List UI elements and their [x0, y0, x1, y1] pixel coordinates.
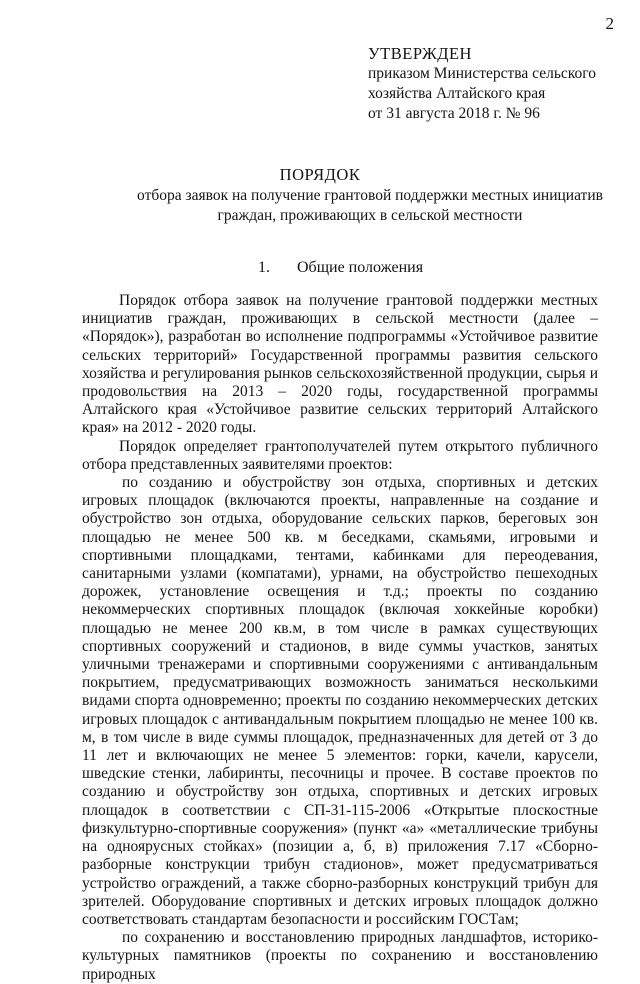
- page-number: 2: [605, 14, 614, 33]
- approval-line-3: от 31 августа 2018 г. № 96: [368, 105, 540, 122]
- approval-line-2: хозяйства Алтайского края: [368, 85, 546, 102]
- subtitle-line-2: граждан, проживающих в сельской местности: [217, 207, 523, 224]
- approval-block: [368, 44, 628, 124]
- document-subtitle: [120, 186, 620, 226]
- subtitle-line-1: отбора заявок на получение грантовой поддержки местных инициатив: [137, 187, 603, 204]
- paragraph-intro: Порядок отбора заявок на получение грантовой поддержки местных инициатив граждан, проживающих в сельской местности (далее – «Порядок»), разработан во исполнение подпрограммы «Устойчивое развитие сельских территорий» Государственной программы развития сельского хозяйства и регулирования рынков сельскохозяйственной продукции, сырья и продовольствия на 2013 – 2020 годы, государственной программы Алтайского края «Устойчивое развитие сельских территорий Алтайского края» на 2012 - 2020 годы.: [82, 292, 598, 437]
- section-title: Общие положения: [297, 259, 424, 276]
- document-title: ПОРЯДОК: [279, 165, 361, 184]
- paragraph-item-recreation: по созданию и обустройству зон отдыха, спортивных и детских игровых площадок (включаются проекты, направленные на создание и обустройство зон отдыха, оборудование сельских парков, береговых зон площадью не менее 500 кв. м беседками, скамьями, игровыми и спортивными площадками, тентами, кабинками для переодевания, санитарными узлами (компатами), урнами, на обустройство пешеходных дорожек, установление освещения и т.д.; проекты по созданию некоммерческих спортивных площадок (включая хоккейные коробки) площадью не менее 200 кв.м, в том числе в рамках существующих спортивных сооружений и стадионов, в виде суммы участков, занятых уличными тренажерами и спортивными сооружениями с антивандальным покрытием, предусматривающих возможность заниматься несколькими видами спорта одновременно; проекты по созданию некоммерческих детских игровых площадок с антивандальным покрытием площадью не менее 100 кв. м, в том числе в виде суммы площадок, предназначенных для детей от 3 до 11 лет и включающих не менее 5 элементов: горки, качели, карусели, шведские стенки, лабиринты, песочницы и прочее. В составе проектов по созданию и обустройству зон отдыха, спортивных и детских игровых площадок в соответствии с СП-31-115-2006 «Открытые плоскостные физкультурно-спортивные сооружения» (пункт «а» «металлические трибуны на одноярусных стойках» (позиции а, б, в) приложения 7.17 «Сборно-разборные конструкции трибун стадионов», может предусматриваться устройство ограждений, а также сборно-разборных конструкций трибун для зрителей. Оборудование спортивных и детских игровых площадок должно соответствовать стандартам безопасности и российским ГОСТам;: [82, 474, 598, 928]
- section-number: 1.: [258, 259, 270, 276]
- paragraph-definition: Порядок определяет грантополучателей путем открытого публичного отбора представленных заявителями проектов:: [82, 437, 598, 473]
- approval-heading: УТВЕРЖДЕН: [368, 44, 472, 63]
- body-text: [82, 292, 598, 984]
- approval-line-1: приказом Министерства сельского: [368, 65, 597, 82]
- paragraph-item-landscapes: по сохранению и восстановлению природных ландшафтов, историко-культурных памятников (проекты по сохранению и восстановлению природных: [82, 929, 598, 983]
